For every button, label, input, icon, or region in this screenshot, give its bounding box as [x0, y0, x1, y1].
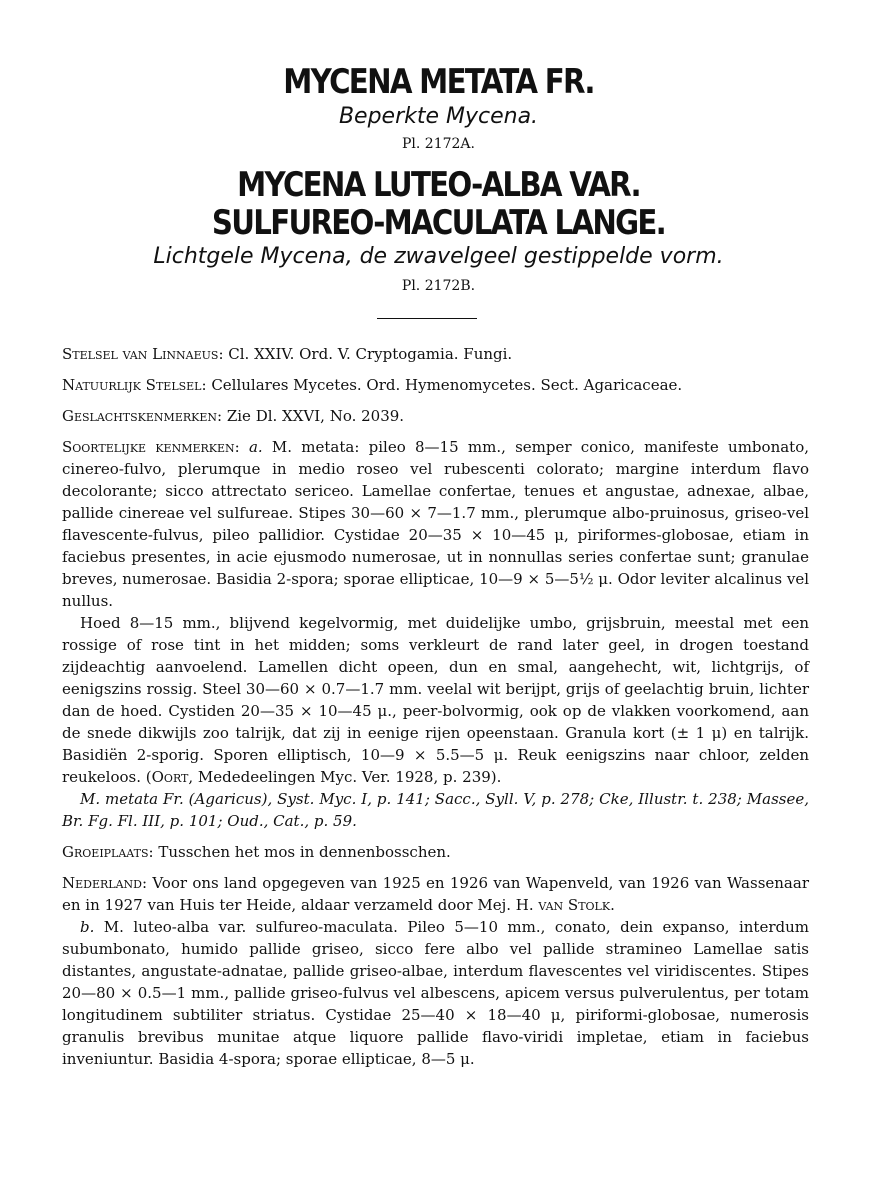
variety-b-paragraph [62, 916, 809, 1070]
author-name: Oort [151, 768, 189, 786]
section-label: Soortelijke kenmerken: [62, 438, 240, 456]
section-text: M. metata: pileo 8—15 mm., semper conico, manifeste umbonato, cinereo-fulvo, plerumque in medio roseo vel rubescenti colorato; margine interdum flavo decolorante; sicco attrectato sericeo. Lamellae confertae, tenues et angustae, adnexae, albae, pallide cinereae vel sulfureae. Stipes 30—60 × 7—1.7 mm., plerumque albo-pruinosus, griseo-vel flavescente-fulvus, pileo pallidior. Cystidae 20—35 × 10—45 μ, piriformes-globosae, etiam in faciebus presentes, in acie ejusmodo numerosae, ut in nonnullas series confertae sunt; granulae breves, numerosae. Basidia 2-spora; sporae ellipticae, 10—9 × 5—5½ μ. Odor leviter alcalinus vel nullus. [62, 438, 809, 610]
divider-rule [377, 318, 477, 319]
text-body [62, 343, 809, 1070]
species-title-1: MYCENA METATA FR. [283, 62, 594, 102]
section-text: M. luteo-alba var. sulfureo-maculata. Pileo 5—10 mm., conato, dein expanso, interdum subumbonato, humido pallide griseo, sicco fere albo vel pallide stramineo Lamellae satis distantes, angustate-adnatae, pallide griseo-albae, interdum flavescentes vel viridiscentes. Stipes 20—80 × 0.5—1 mm., pallide griseo-fulvus vel albescens, apicem versus pulverulentus, per totam longitudinem subtiliter striatus. Cystidae 25—40 × 18—40 μ, piriformi-globosae, numerosis granulis brevibus munitae atque liquore pallide flavo-viridi impletae, etiam in faciebus inveniuntur. Basidia 4-spora; sporae ellipticae, 8—5 μ. [62, 918, 809, 1068]
section-label: Natuurlijk Stelsel: [62, 376, 207, 394]
section-text: Hoed 8—15 mm., blijvend kegelvormig, met duidelijke umbo, grijsbruin, meestal met een rossige of rose tint in het midden; soms verkleurt de rand later geel, in drogen toestand zijdeachtig aanvoelend. Lamellen dicht opeen, dun en smal, aangehecht, wit, lichtgrijs, of eenigszins rossig. Steel 30—60 × 0.7—1.7 mm. veelal wit berijpt, grijs of geelachtig bruin, lichter dan de hoed. Cystiden 20—35 × 10—45 μ., peer-bolvormig, ook op de vlakken voorkomend, aan de snede dikwijls zoo talrijk, dat zij in eenige rijen opeenstaan. Granula kort (± 1 μ) en talrijk. Basidiën 2-sporig. Sporen elliptisch, 10—9 × 5.5—5 μ. Reuk eenigszins naar chloor, zelden reukeloos. ( [62, 614, 809, 786]
groeiplaats-paragraph [62, 841, 809, 863]
section-text: Zie Dl. XXVI, No. 2039. [222, 407, 405, 425]
dutch-name-1: Beperkte Mycena. [338, 104, 539, 129]
section-text: , Mededeelingen Myc. Ver. 1928, p. 239). [188, 768, 502, 786]
hoed-paragraph [62, 612, 809, 788]
item-letter: b. [80, 918, 95, 936]
author-name: van Stolk [538, 896, 611, 914]
section-text: Voor ons land opgegeven van 1925 en 1926 van Wapenveld, van 1926 van Wassenaar en in 1927 van Huis ter Heide, aldaar verzameld door Mej. H. [62, 874, 809, 914]
section-text: Tusschen het mos in dennenbosschen. [153, 843, 451, 861]
section-label: Nederland: [62, 874, 148, 892]
plate-ref-1: Pl. 2172A. [402, 136, 475, 152]
plate-ref-2: Pl. 2172B. [401, 278, 476, 294]
geslacht-paragraph [62, 405, 809, 427]
linnaeus-paragraph [62, 343, 809, 365]
section-label: Stelsel van Linnaeus: [62, 345, 224, 363]
section-label: Geslachtskenmerken: [62, 407, 223, 425]
section-text: Cellulares Mycetes. Ord. Hymenomycetes. Sect. Agaricaceae. [206, 376, 683, 394]
section-text: Cl. XXIV. Ord. V. Cryptogamia. Fungi. [223, 345, 513, 363]
species-title-2a: MYCENA LUTEO-ALBA VAR. [237, 165, 640, 205]
section-label: Groeiplaats: [62, 843, 154, 861]
section-text: . [610, 896, 615, 914]
item-letter: a. [239, 438, 263, 456]
nederland-paragraph [62, 872, 809, 916]
references-paragraph: M. metata Fr. (Agaricus), Syst. Myc. I, p. 141; Sacc., Syll. V, p. 278; Cke, Illustr. t. 238; Massee, Br. Fg. Fl. III, p. 101; Oud., Cat., p. 59. [62, 790, 809, 830]
dutch-name-2: Lichtgele Mycena, de zwavelgeel gestippelde vorm. [153, 244, 724, 269]
natuurlijk-paragraph [62, 374, 809, 396]
soort-paragraph [62, 436, 809, 612]
species-title-2b: SULFUREO-MACULATA LANGE. [211, 203, 666, 243]
